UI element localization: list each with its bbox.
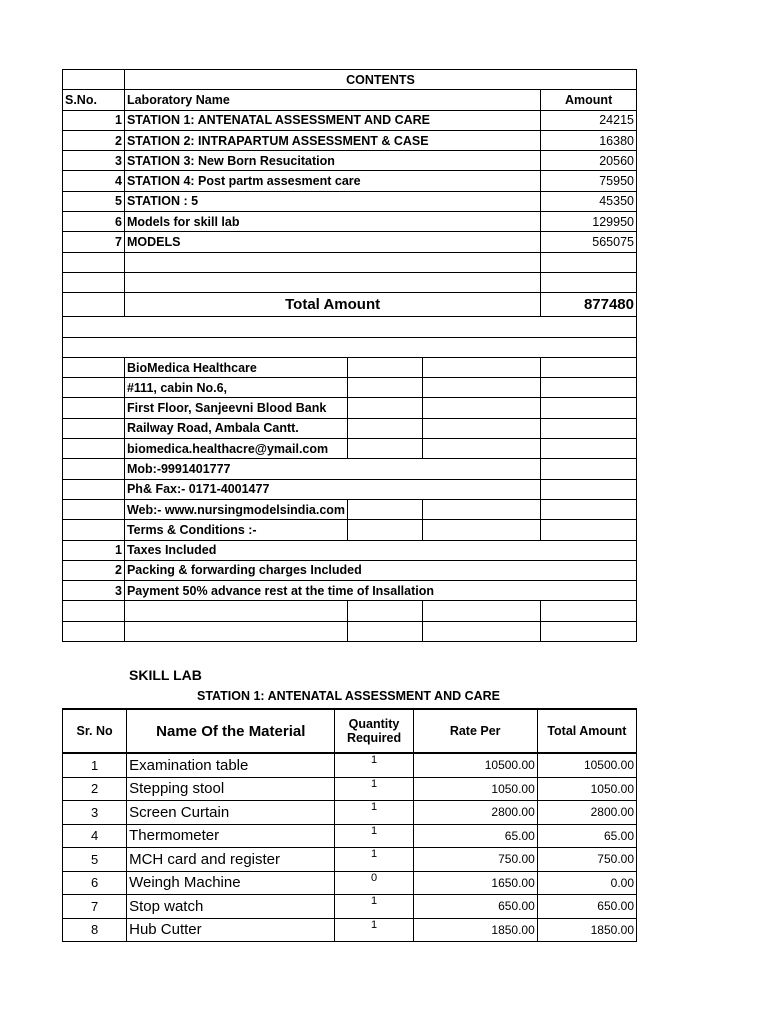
rate: 1650.00	[413, 871, 537, 895]
vendor-address: #111, cabin No.6,	[124, 378, 347, 398]
quantity: 1	[335, 848, 413, 872]
terms-text: Taxes Included	[124, 540, 636, 560]
rate: 65.00	[413, 824, 537, 848]
lab-amount: 20560	[541, 151, 637, 171]
sr-number: 6	[63, 871, 127, 895]
rate: 750.00	[413, 848, 537, 872]
lab-name: STATION 1: ANTENATAL ASSESSMENT AND CARE	[124, 110, 540, 130]
rate: 1850.00	[413, 918, 537, 942]
lab-name: STATION : 5	[124, 191, 540, 211]
row-number: 3	[63, 151, 125, 171]
skill-header-row	[63, 709, 637, 753]
total: 1050.00	[537, 777, 636, 801]
skill-lab-table	[62, 708, 637, 942]
empty-row	[63, 601, 637, 621]
table-row	[63, 753, 637, 777]
total: 1850.00	[537, 918, 636, 942]
quantity: 1	[335, 895, 413, 919]
table-row	[63, 871, 637, 895]
col-sr-header: Sr. No	[63, 709, 127, 753]
total-label: Total Amount	[124, 293, 540, 317]
vendor-phone: Ph& Fax:- 0171-4001477	[124, 479, 540, 499]
material-name: Hub Cutter	[127, 918, 335, 942]
col-qty-header	[335, 709, 413, 753]
row-number: 6	[63, 212, 125, 232]
contents-row	[63, 110, 637, 130]
quantity: 1	[335, 801, 413, 825]
lab-amount: 45350	[541, 191, 637, 211]
rate: 2800.00	[413, 801, 537, 825]
vendor-row	[63, 439, 637, 459]
sr-number: 8	[63, 918, 127, 942]
lab-name: STATION 3: New Born Resucitation	[124, 151, 540, 171]
sr-number: 4	[63, 824, 127, 848]
table-row	[63, 848, 637, 872]
lab-amount: 24215	[541, 110, 637, 130]
col-amount-header: Amount	[541, 90, 637, 110]
rate: 650.00	[413, 895, 537, 919]
contents-row	[63, 151, 637, 171]
material-name: Thermometer	[127, 824, 335, 848]
col-name-header: Name Of the Material	[127, 709, 335, 753]
material-name: MCH card and register	[127, 848, 335, 872]
vendor-address: Railway Road, Ambala Cantt.	[124, 418, 347, 438]
contents-row	[63, 212, 637, 232]
contents-heading: CONTENTS	[124, 70, 636, 90]
quantity: 1	[335, 918, 413, 942]
terms-number: 3	[63, 581, 125, 601]
terms-number: 1	[63, 540, 125, 560]
vendor-row	[63, 479, 637, 499]
sr-number: 1	[63, 753, 127, 777]
lab-amount: 16380	[541, 130, 637, 150]
vendor-mobile: Mob:-9991401777	[124, 459, 540, 479]
vendor-row	[63, 499, 637, 519]
table-row	[63, 895, 637, 919]
contents-heading-row	[63, 70, 637, 90]
vendor-row	[63, 378, 637, 398]
col-total-header: Total Amount	[537, 709, 636, 753]
terms-heading-row	[63, 520, 637, 540]
total: 10500.00	[537, 753, 636, 777]
lab-amount: 75950	[541, 171, 637, 191]
row-number: 5	[63, 191, 125, 211]
terms-row	[63, 581, 637, 601]
qty-header-line2: Required	[346, 731, 402, 745]
vendor-email: biomedica.healthacre@ymail.com	[124, 439, 347, 459]
terms-row	[63, 540, 637, 560]
contents-row	[63, 130, 637, 150]
material-name: Stop watch	[127, 895, 335, 919]
vendor-name: BioMedica Healthcare	[124, 357, 347, 377]
empty-row	[63, 252, 637, 272]
total: 750.00	[537, 848, 636, 872]
lab-name: Models for skill lab	[124, 212, 540, 232]
skill-lab-title: SKILL LAB	[129, 667, 202, 683]
vendor-row	[63, 459, 637, 479]
vendor-row	[63, 357, 637, 377]
rate: 1050.00	[413, 777, 537, 801]
total: 650.00	[537, 895, 636, 919]
contents-row	[63, 232, 637, 252]
station-title: STATION 1: ANTENATAL ASSESSMENT AND CARE	[197, 689, 501, 703]
table-row	[63, 824, 637, 848]
material-name: Weingh Machine	[127, 871, 335, 895]
table-row	[63, 918, 637, 942]
row-number: 4	[63, 171, 125, 191]
contents-row	[63, 171, 637, 191]
total-value: 877480	[541, 293, 637, 317]
sr-number: 5	[63, 848, 127, 872]
lab-amount: 129950	[541, 212, 637, 232]
row-number: 2	[63, 130, 125, 150]
total: 65.00	[537, 824, 636, 848]
rate: 10500.00	[413, 753, 537, 777]
empty-row	[63, 621, 637, 641]
row-number: 7	[63, 232, 125, 252]
table-row	[63, 777, 637, 801]
lab-name: MODELS	[124, 232, 540, 252]
sr-number: 2	[63, 777, 127, 801]
col-rate-header: Rate Per	[413, 709, 537, 753]
contents-table	[62, 69, 637, 642]
quantity: 1	[335, 753, 413, 777]
qty-header-line1: Quantity	[348, 717, 400, 731]
terms-text: Packing & forwarding charges Included	[124, 560, 636, 580]
total-row	[63, 293, 637, 317]
quantity: 0	[335, 871, 413, 895]
vendor-row	[63, 418, 637, 438]
material-name: Stepping stool	[127, 777, 335, 801]
lab-name: STATION 2: INTRAPARTUM ASSESSMENT & CASE	[124, 130, 540, 150]
table-row	[63, 801, 637, 825]
quantity: 1	[335, 777, 413, 801]
terms-number: 2	[63, 560, 125, 580]
total: 0.00	[537, 871, 636, 895]
col-sno-header: S.No.	[63, 90, 125, 110]
total: 2800.00	[537, 801, 636, 825]
sr-number: 3	[63, 801, 127, 825]
lab-amount: 565075	[541, 232, 637, 252]
terms-text: Payment 50% advance rest at the time of Insallation	[124, 581, 636, 601]
contents-header-row	[63, 90, 637, 110]
empty-row	[63, 317, 637, 337]
quantity: 1	[335, 824, 413, 848]
lab-name: STATION 4: Post partm assesment care	[124, 171, 540, 191]
vendor-web: Web:- www.nursingmodelsindia.com	[124, 499, 347, 519]
row-number: 1	[63, 110, 125, 130]
terms-row	[63, 560, 637, 580]
contents-sheet	[62, 69, 637, 642]
material-name: Examination table	[127, 753, 335, 777]
vendor-address: First Floor, Sanjeevni Blood Bank	[124, 398, 347, 418]
material-name: Screen Curtain	[127, 801, 335, 825]
terms-heading: Terms & Conditions :-	[124, 520, 347, 540]
sr-number: 7	[63, 895, 127, 919]
contents-row	[63, 191, 637, 211]
col-lab-header: Laboratory Name	[124, 90, 540, 110]
empty-row	[63, 272, 637, 292]
empty-row	[63, 337, 637, 357]
vendor-row	[63, 398, 637, 418]
